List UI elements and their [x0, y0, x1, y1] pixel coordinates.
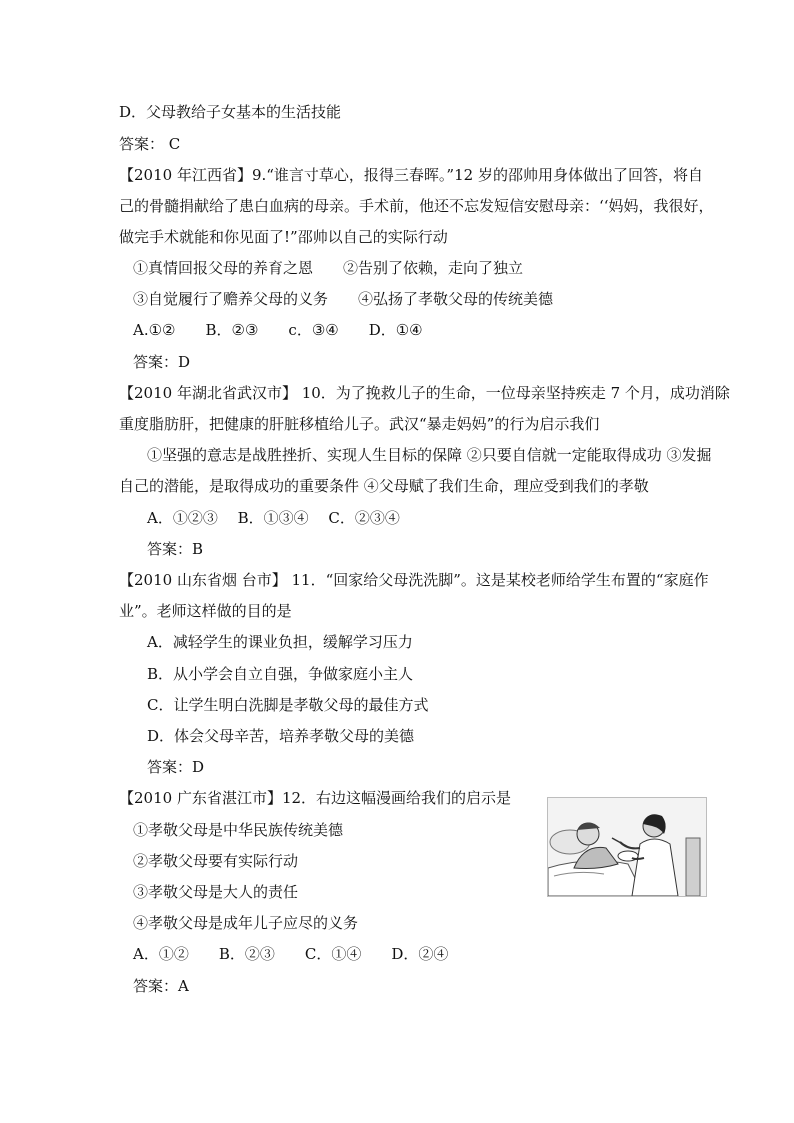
- q9-stem-line-2: 己的骨髓捐献给了患白血病的母亲。手术前，他还不忘发短信安慰母亲：‘‘妈妈，我很好，: [119, 197, 714, 215]
- q10-stem-line-2: 重度脂肪肝，把健康的肝脏移植给儿子。武汉“暴走妈妈”的行为启示我们: [119, 415, 600, 433]
- q11-answer: 答案：D: [147, 758, 205, 776]
- q11-stem-line-1: 【2010 山东省烟 台市】 11．“回家给父母洗洗脚”。这是某校老师给学生布置的“家庭作: [119, 571, 709, 589]
- q12-statement-4: ④孝敬父母是成年儿子应尽的义务: [133, 914, 359, 932]
- q11-stem-line-2: 业”。老师这样做的目的是: [119, 602, 292, 620]
- q9-statements-1: ①真情回报父母的养育之恩 ②告别了依赖，走向了独立: [133, 259, 524, 277]
- cartoon-drawing: [548, 798, 706, 896]
- q12-statement-1: ①孝敬父母是中华民族传统美德: [133, 821, 344, 839]
- q12-statement-2: ②孝敬父母要有实际行动: [133, 852, 299, 870]
- q9-stem-line-3: 做完手术就能和你见面了!”邵帅以自己的实际行动: [119, 228, 448, 246]
- cartoon-illustration: [547, 797, 707, 897]
- q10-stem-line-1: 【2010 年湖北省武汉市】 10．为了挽救儿子的生命，一位母亲坚持疾走 7 个月，成功消除: [119, 384, 730, 402]
- q10-answer: 答案：B: [147, 540, 204, 558]
- q11-option-a: A．减轻学生的课业负担，缓解学习压力: [147, 633, 413, 651]
- q12-stem: 【2010 广东省湛江市】12．右边这幅漫画给我们的启示是: [119, 789, 512, 807]
- q9-stem-line-1: 【2010 年江西省】9.“谁言寸草心，报得三春晖。”12 岁的邵帅用身体做出了回答，将自: [119, 166, 703, 184]
- q11-option-d: D．体会父母辛苦，培养孝敬父母的美德: [147, 727, 415, 745]
- q8-option-d: D．父母教给子女基本的生活技能: [119, 103, 342, 121]
- q8-answer: 答案： C: [119, 135, 181, 153]
- q10-statements-1: ①坚强的意志是战胜挫折、实现人生目标的保障 ②只要自信就一定能取得成功 ③发掘: [147, 446, 712, 464]
- q12-answer: 答案：A: [133, 977, 189, 995]
- q10-statements-2: 自己的潜能，是取得成功的重要条件 ④父母赋了我们生命，理应受到我们的孝敬: [119, 477, 649, 495]
- q11-option-c: C．让学生明白洗脚是孝敬父母的最佳方式: [147, 696, 429, 714]
- q12-statement-3: ③孝敬父母是大人的责任: [133, 883, 299, 901]
- q11-option-b: B．从小学会自立自强，争做家庭小主人: [147, 665, 414, 683]
- q9-choices: A.①② B．②③ c．③④ D．①④: [133, 321, 423, 339]
- q9-answer: 答案：D: [133, 353, 191, 371]
- q10-choices: A．①②③ B．①③④ C．②③④: [147, 509, 400, 527]
- q12-choices: A．①② B．②③ C．①④ D．②④: [133, 945, 449, 963]
- q9-statements-2: ③自觉履行了赡养父母的义务 ④弘扬了孝敬父母的传统美德: [133, 290, 554, 308]
